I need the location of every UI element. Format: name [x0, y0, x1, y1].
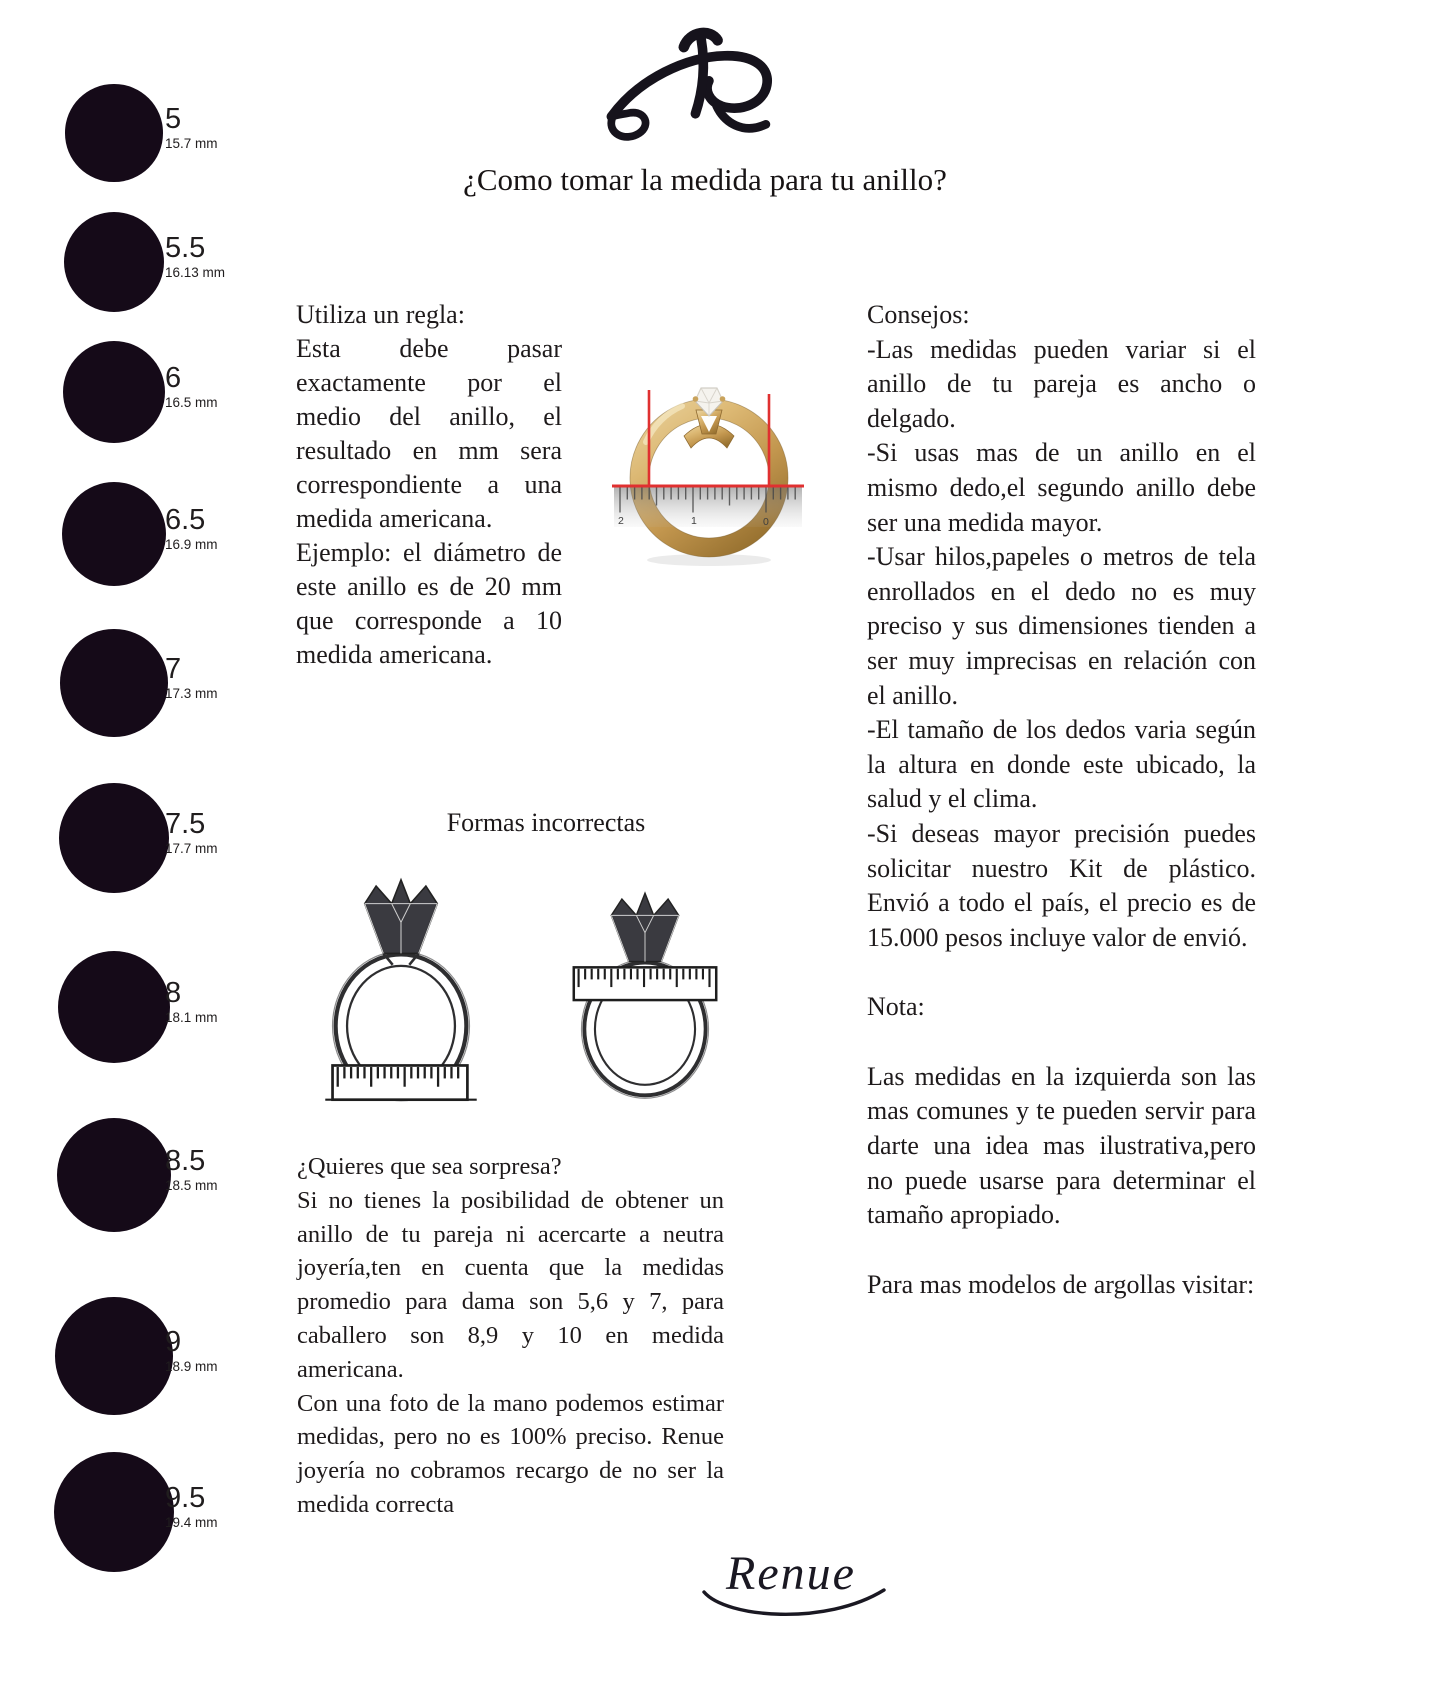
size-label: 7 17.3 mm [165, 653, 218, 701]
surprise-body: Si no tienes la posibilidad de obtener un anillo de tu pareja ni acercarte a neutra joyería,ten en cuenta que la medidas promedio para dama son 5,6 y 7, para caballero son 8,9 y 10 en medida americana. [297, 1186, 724, 1383]
svg-text:0: 0 [763, 516, 769, 528]
note-body: Las medidas en la izquierda son las mas comunes y te pueden servir para darte una idea mas ilustrativa,pero no puede usarse para determinar el tamaño apropiado. [867, 1061, 1256, 1230]
cta-text: Para mas modelos de argollas visitar: [867, 1269, 1255, 1299]
surprise-section [297, 1150, 724, 1522]
incorrect-sketch-ruler-middle [568, 864, 722, 1114]
size-chart [0, 0, 260, 1702]
surprise-body2: Con una foto de la mano podemos estimar medidas, pero no es 100% preciso. Renue joyería no cobramos recargo de no ser la medida correcta [297, 1389, 724, 1518]
size-label: 6.5 16.9 mm [165, 504, 218, 552]
tip-item: -Usar hilos,papeles o metros de tela enrollados en el dedo no es muy preciso y sus dimensiones tienden a ser muy imprecisas en relación con el anillo. [867, 542, 1256, 710]
incorrect-sketch-ruler-bottom [318, 858, 484, 1108]
size-label: 7.5 17.7 mm [165, 808, 218, 856]
size-label: 8.5 18.5 mm [165, 1145, 218, 1193]
jr-monogram-logo-icon [595, 22, 790, 162]
size-circle [59, 783, 169, 893]
size-circle [62, 482, 167, 587]
size-label: 5 15.7 mm [165, 103, 218, 151]
size-label: 6 16.5 mm [165, 362, 218, 410]
ruler-instructions-heading: Utiliza un regla: [296, 300, 465, 329]
size-circle [64, 212, 164, 312]
page-title: ¿Como tomar la medida para tu anillo? [463, 162, 947, 197]
size-circle [65, 84, 162, 181]
size-circle [63, 341, 165, 443]
size-circle [57, 1118, 172, 1233]
tip-item: -Si deseas mayor precisión puedes solicitar nuestro Kit de plástico. Envió a todo el país, el precio es de 15.000 pesos incluye valor de envió. [867, 818, 1256, 952]
tip-item: -El tamaño de los dedos varia según la altura en donde este ubicado, la salud y el clima. [867, 715, 1256, 814]
note-heading: Nota: [867, 992, 925, 1022]
ring-measurement-photo [612, 372, 804, 572]
renue-script-logo [676, 1548, 906, 1658]
svg-text:2: 2 [618, 515, 624, 527]
ruler-instructions-example: Ejemplo: el diámetro de este anillo es de 20 mm que corresponde a 10 medida americana. [296, 538, 562, 669]
sketch-ruler [574, 967, 716, 1000]
svg-text:1: 1 [691, 515, 697, 527]
incorrect-forms-heading: Formas incorrectas [446, 808, 646, 837]
monogram-j-stem [695, 39, 703, 113]
size-circle [54, 1452, 174, 1572]
ruler-instructions [296, 298, 562, 672]
size-label: 9.5 19.4 mm [165, 1482, 218, 1530]
size-circle [55, 1297, 172, 1414]
size-circle [60, 629, 167, 736]
tip-item: -Las medidas pueden variar si el anillo de tu pareja es ancho o delgado. [867, 334, 1256, 433]
size-label: 9 18.9 mm [165, 1326, 218, 1374]
monogram-r-bowl [611, 56, 767, 117]
surprise-heading: ¿Quieres que sea sorpresa? [297, 1153, 562, 1180]
renue-wordmark: Renue [726, 1547, 856, 1600]
size-label: 8 18.1 mm [165, 977, 218, 1025]
tip-item: -Si usas mas de un anillo en el mismo dedo,el segundo anillo debe ser una medida mayor. [867, 438, 1256, 537]
tips-heading: Consejos: [867, 300, 970, 329]
size-circle [58, 951, 170, 1063]
sketch-ruler [325, 1065, 476, 1099]
ruler-instructions-body: Esta debe pasar exactamente por el medio del anillo, el resultado en mm sera correspondiente a una medida americana. [296, 334, 562, 533]
tips-column [867, 298, 1256, 1302]
size-label: 5.5 16.13 mm [165, 232, 226, 280]
